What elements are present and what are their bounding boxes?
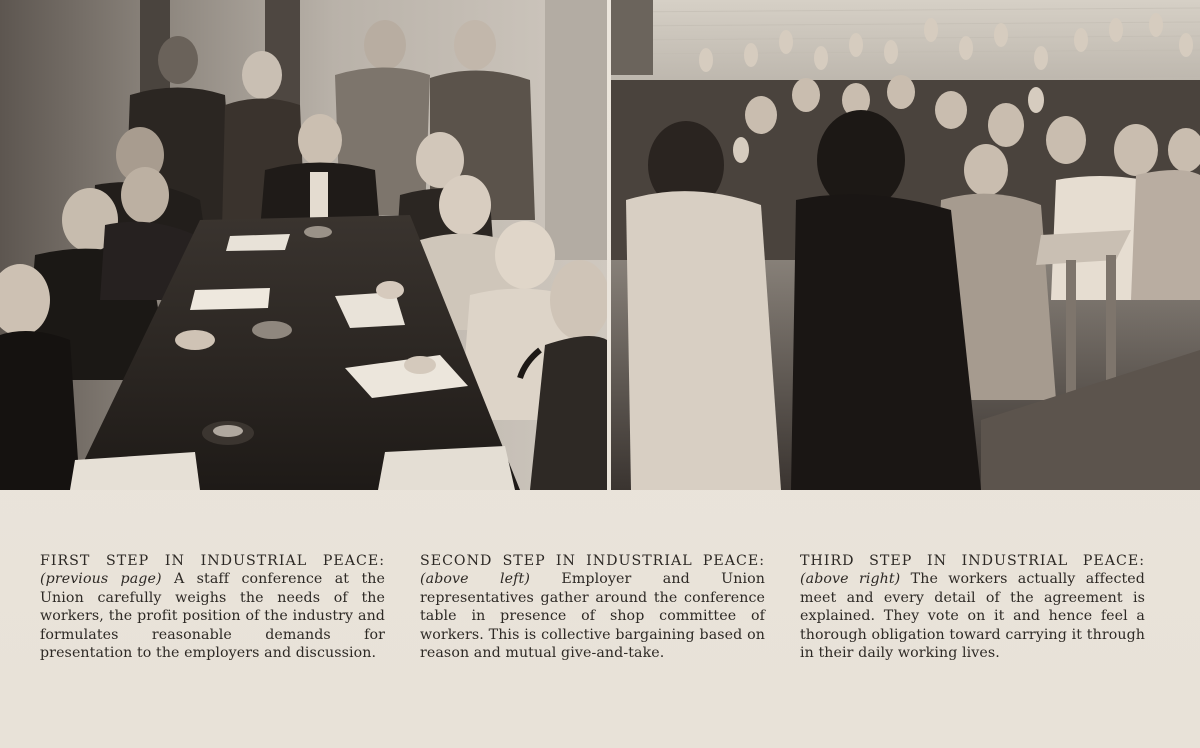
- caption-reference: (previous page): [40, 571, 162, 588]
- workers-voting-photo: [611, 0, 1200, 490]
- caption-second-step: [420, 552, 765, 662]
- caption-body: Employer and Union representatives gather around the conference table in presence of shop committee of workers. This is collective bargaining based on reason and mutual give-and-take.: [420, 571, 765, 662]
- conference-table-photo-icon: [0, 0, 607, 490]
- caption-first-step: [40, 552, 385, 662]
- workers-voting-photo-icon: [611, 0, 1200, 490]
- caption-third-step: [800, 552, 1145, 662]
- caption-reference: (above left): [420, 571, 530, 588]
- caption-body: A staff conference at the Union carefully weighs the needs of the workers, the profit position of the industry and formulates reasonable demands for presentation to the employers and discussion.: [40, 571, 385, 662]
- caption-reference: (above right): [800, 571, 901, 588]
- caption-body: The workers actually affected meet and every detail of the agreement is explained. They vote on it and hence feel a thorough obligation toward carrying it through in their daily working lives.: [800, 571, 1145, 662]
- caption-title: SECOND STEP IN INDUSTRIAL PEACE:: [420, 553, 765, 569]
- caption-title: FIRST STEP IN INDUSTRIAL PEACE:: [40, 553, 385, 569]
- conference-table-photo: [0, 0, 607, 490]
- caption-title: THIRD STEP IN INDUSTRIAL PEACE:: [800, 553, 1145, 569]
